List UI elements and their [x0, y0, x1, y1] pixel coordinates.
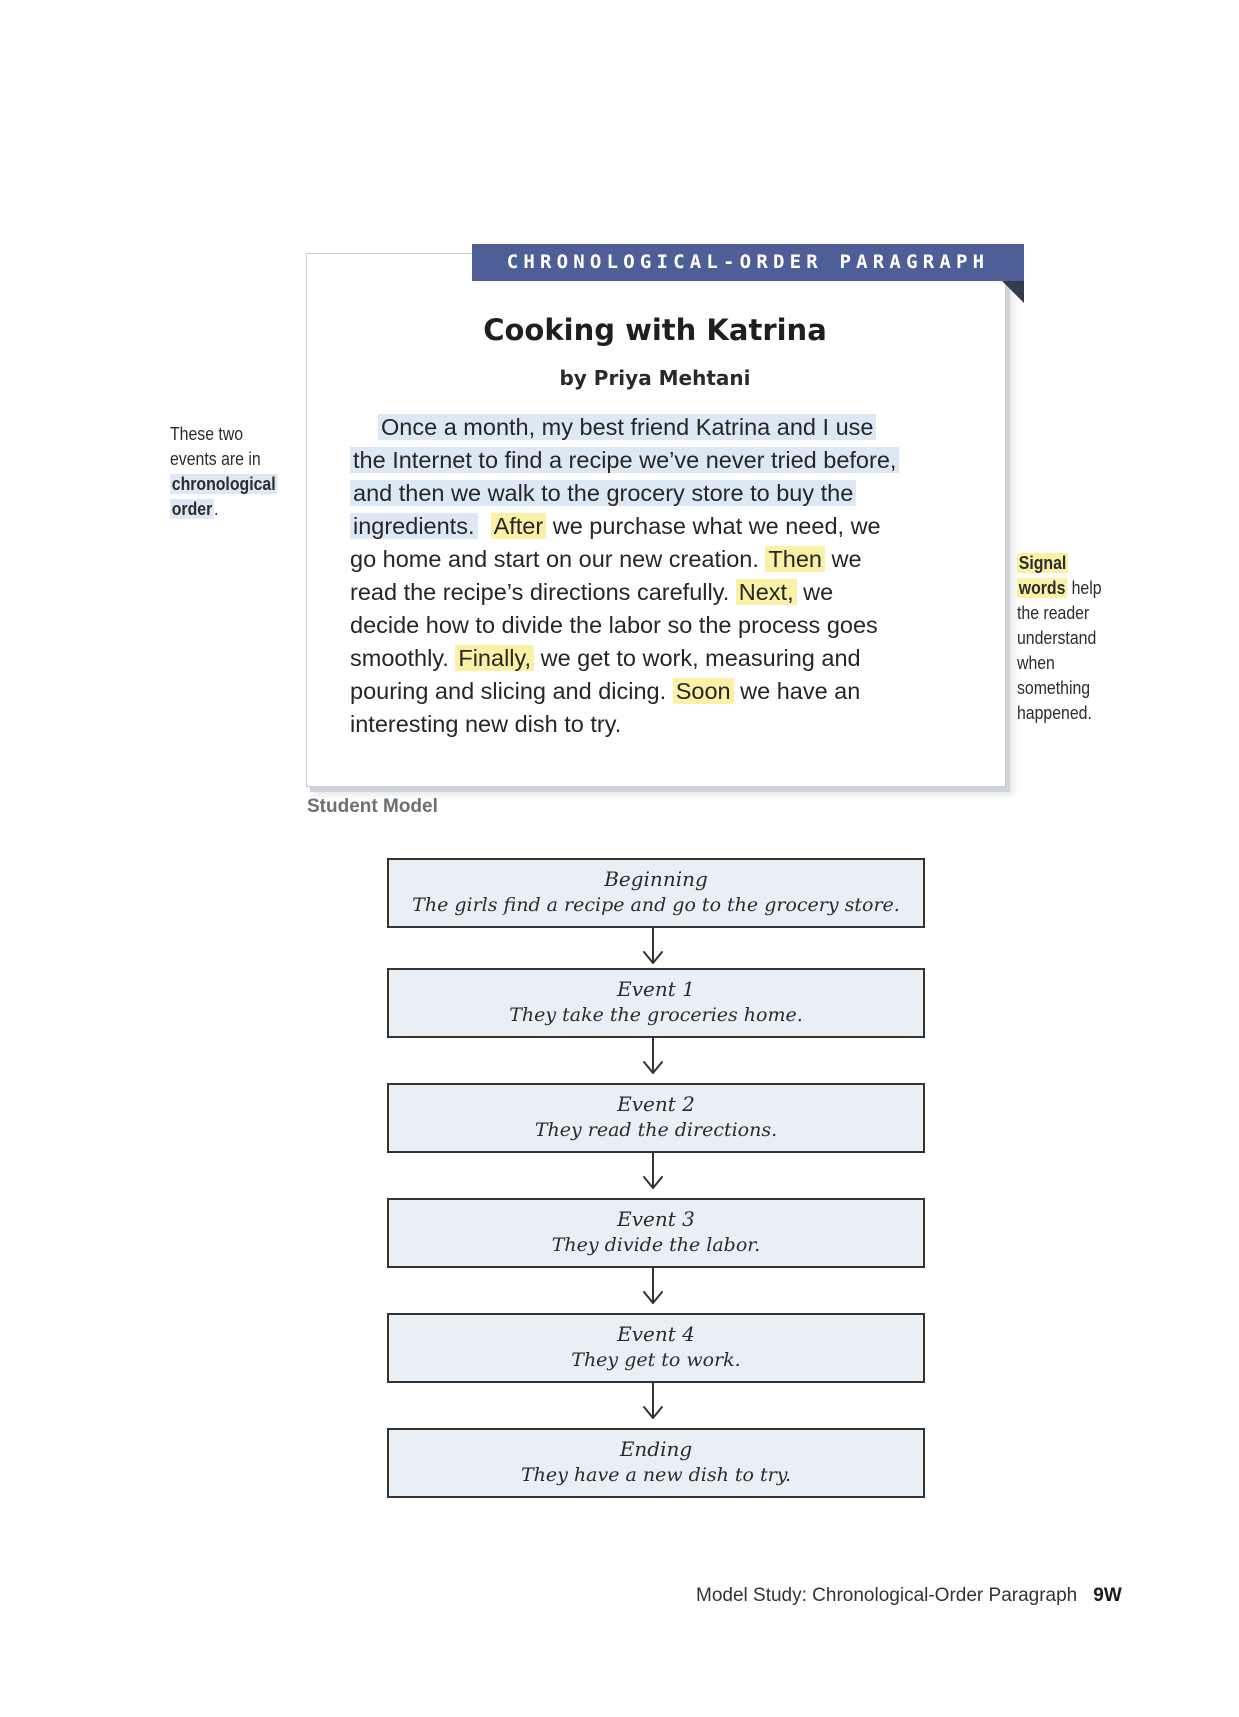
paragraph-text: we: [825, 546, 862, 572]
byline: by Priya Mehtani: [559, 366, 751, 390]
paragraph-title: Cooking with Katrina: [483, 313, 827, 347]
note-line: [170, 497, 277, 522]
flowchart-box-heading: Event 2: [617, 1092, 695, 1116]
flowchart-box-heading: Beginning: [604, 867, 708, 891]
paragraph-line: [350, 677, 860, 706]
paragraph-text: we get to work, measuring and: [534, 645, 861, 671]
margin-note-signal-words: [1017, 551, 1102, 726]
paragraph-line: [378, 413, 876, 442]
flowchart-box-event-3: [387, 1198, 925, 1268]
note-term: Signal: [1018, 553, 1067, 573]
paragraph-text: we: [796, 579, 834, 605]
flowchart-box-text: They read the directions.: [534, 1119, 778, 1141]
student-model-caption: Student Model: [307, 796, 438, 817]
paragraph-text: we purchase what we need, we: [546, 513, 881, 539]
page-footer: [696, 1585, 1122, 1607]
highlight-second-event: ingredients.: [350, 513, 478, 539]
down-arrow-icon: [641, 1383, 665, 1421]
note-term: order: [171, 499, 213, 519]
note-text: .: [214, 499, 219, 519]
note-line: events are in: [170, 449, 261, 469]
paragraph-line: interesting new dish to try.: [350, 711, 622, 737]
paragraph-text: smoothly.: [350, 645, 456, 671]
note-line: [170, 472, 277, 497]
note-line: happened.: [1017, 703, 1092, 723]
flowchart-box-text: They divide the labor.: [551, 1234, 761, 1256]
note-line: [1017, 576, 1102, 601]
note-text: help: [1067, 578, 1102, 598]
flowchart-box-beginning: [387, 858, 925, 928]
paragraph-line: decide how to divide the labor so the process goes: [350, 612, 878, 638]
flowchart-box-heading: Event 4: [617, 1322, 695, 1346]
note-line: [1017, 551, 1102, 576]
signal-word: Soon: [673, 678, 734, 704]
note-line: understand: [1017, 628, 1097, 648]
paragraph-line: [350, 644, 861, 673]
flowchart-box-event-4: [387, 1313, 925, 1383]
margin-note-chronological: [170, 422, 277, 522]
note-line: the reader: [1017, 603, 1090, 623]
note-line: something: [1017, 678, 1091, 698]
paragraph-text: we have an: [733, 678, 861, 704]
down-arrow-icon: [641, 928, 665, 966]
paragraph-line: [350, 545, 862, 574]
note-term: words: [1018, 578, 1066, 598]
note-line: when: [1017, 653, 1055, 673]
paragraph-line: [350, 479, 856, 508]
signal-word: Finally,: [455, 645, 534, 671]
flowchart-box-text: They have a new dish to try.: [520, 1464, 791, 1486]
down-arrow-icon: [641, 1153, 665, 1191]
flowchart-box-event-2: [387, 1083, 925, 1153]
paragraph-text: read the recipe’s directions carefully.: [350, 579, 736, 605]
flowchart-box-heading: Event 1: [617, 977, 695, 1001]
signal-word: Next,: [736, 579, 797, 605]
flowchart-box-text: The girls find a recipe and go to the grocery store.: [412, 894, 900, 916]
highlight-first-event: Once a month, my best friend Katrina and I use: [378, 414, 876, 440]
flowchart-box-text: They take the groceries home.: [509, 1004, 803, 1026]
banner-fold-corner: [1002, 281, 1024, 303]
note-line: These two: [170, 424, 244, 444]
signal-word: Then: [765, 546, 825, 572]
page-number: 9W: [1093, 1585, 1122, 1606]
paragraph-text: go home and start on our new creation.: [350, 546, 766, 572]
down-arrow-icon: [641, 1038, 665, 1076]
signal-word: After: [491, 513, 547, 539]
footer-title: Model Study: Chronological-Order Paragraph: [696, 1585, 1078, 1606]
down-arrow-icon: [641, 1268, 665, 1306]
highlight-second-event: and then we walk to the grocery store to buy the: [350, 480, 856, 506]
paragraph-text: pouring and slicing and dicing.: [350, 678, 673, 704]
flowchart-box-text: They get to work.: [571, 1349, 741, 1371]
section-banner: CHRONOLOGICAL-ORDER PARAGRAPH: [472, 244, 1024, 281]
highlight-first-event: the Internet to find a recipe we’ve never tried before,: [350, 447, 899, 473]
paragraph-line: [350, 578, 833, 607]
note-term: chronological: [171, 474, 276, 494]
paragraph-line: [350, 512, 881, 541]
flowchart-box-heading: Ending: [619, 1437, 693, 1461]
paragraph-line: [350, 446, 899, 475]
flowchart-box-heading: Event 3: [617, 1207, 695, 1231]
flowchart-box-ending: [387, 1428, 925, 1498]
flowchart-box-event-1: [387, 968, 925, 1038]
